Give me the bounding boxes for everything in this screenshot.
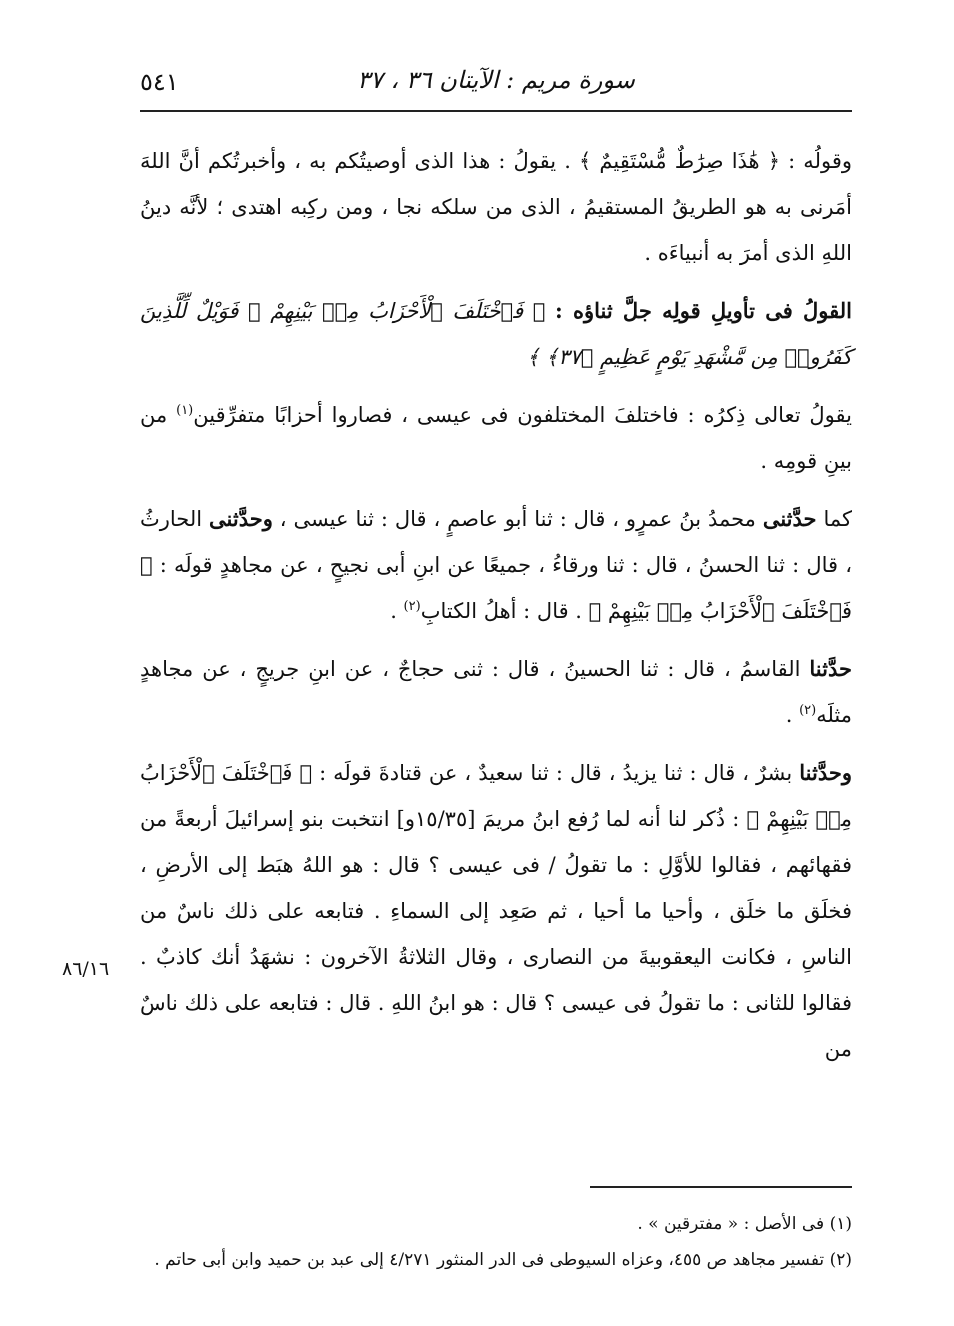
main-text [140, 138, 852, 1084]
header-divider [140, 110, 852, 112]
paragraph-4-lead: كما [823, 507, 852, 531]
paragraph-6 [140, 750, 852, 1072]
paragraph-2 [140, 288, 852, 380]
paragraph-6-text: بشرٌ ، قال : ثنا يزيدُ ، قال : ثنا سعيدٌ ، عن قتادةَ قولَه : ﴿ فَٱخْتَلَفَ ٱلْأَحْزَابُ مِنۢ بَيْنِهِمْ ﴾ : ذُكر لنا أنه لما رُفع ابنُ مريمَ [١٥/٣٥و] انتخبت بنو إسرائيلَ أربعةً من فقهائهم ، فقالوا للأوَّلِ : ما تقولُ / فى عيسى ؟ قال : هو اللهُ هبَط إلى الأرضِ ، فخلَق ما خلَق ، وأحيا ما أحيا ، ثم صَعِد إلى السماءِ . فتابعه على ذلك ناسٌ من الناسِ ، فكانت اليعقوبيةَ من النصارى ، وقال الثلاثةُ الآخرون : نشهَدُ أنك كاذبٌ . فقالوا للثانى : ما تقولُ فى عيسى ؟ قال : هو ابنُ اللهِ . قال : فتابعه على ذلك ناسٌ من [140, 761, 852, 1061]
paragraph-3-end: من بينِ قومِه . [140, 403, 852, 473]
margin-reference: ٨٦/١٦ [62, 958, 110, 980]
section-heading: القولُ فى تأويلِ قولِه جلَّ ثناؤه : [554, 298, 852, 323]
page-header [140, 62, 852, 108]
footnote-ref-2a: (٢) [403, 599, 421, 614]
footnotes [140, 1206, 852, 1278]
page-number: ٥٤١ [140, 68, 179, 96]
paragraph-1: وقولُه : ﴿ هَٰذَا صِرَٰطٌ مُّسْتَقِيمٌ ﴾ . يقولُ : هذا الذى أوصيتُكم به ، وأخبرتُكم أنَّ اللهَ أمَرنى به هو الطريقُ المستقيمُ ، الذى من سلكه نجا ، ومن ركِبه اهتدى ؛ لأنَّه دينُ اللهِ الذى أمرَ به أنبياءَه . [140, 149, 852, 265]
narration-keyword-3: حدَّثنا [809, 656, 852, 681]
paragraph-4-end: . [390, 599, 404, 623]
narration-keyword-4: وحدَّثنا [799, 760, 852, 785]
paragraph-4-part-b: الحارثُ ، قال : ثنا الحسنُ ، قال : ثنا ورقاءُ ، جميعًا عن ابنِ أبى نجيحٍ ، عن مجاهدٍ قولَه : ﴿ فَٱخْتَلَفَ ٱلْأَحْزَابُ مِنۢ بَيْنِهِمْ ﴾ . قال : أهلُ الكتابِ [140, 507, 852, 623]
paragraph-4-part-a: محمدُ بنُ عمرٍو ، قال : ثنا أبو عاصمٍ ، قال : ثنا عيسى ، [279, 507, 756, 531]
footnote-ref-1: (١) [176, 403, 194, 418]
footnote-1: (١) فى الأصل : « مفترقين » . [637, 1214, 852, 1234]
paragraph-3-text: يقولُ تعالى ذِكرُه : فاختلفَ المختلفون فى عيسى ، فصاروا أحزابًا متفرِّقين [193, 403, 852, 427]
footnote-2: (٢) تفسير مجاهد ص ٤٥٥، وعزاه السيوطى فى الدر المنثور ٤/٢٧١ إلى عبد بن حميد وابن أبى حاتم . [154, 1250, 852, 1270]
paragraph-4 [140, 496, 852, 634]
paragraph-5-end: . [785, 703, 800, 727]
narration-keyword-1: حدَّثنى [762, 506, 817, 531]
paragraph-5 [140, 646, 852, 738]
footnote-ref-2b: (٢) [799, 703, 817, 718]
paragraph-3 [140, 392, 852, 484]
paragraph-5-text: القاسمُ ، قال : ثنا الحسينُ ، قال : ثنى حجاجٌ ، عن ابنِ جريجٍ ، عن مجاهدٍ مثلَه [140, 657, 852, 727]
running-title: سورة مريم : الآيتان ٣٦ ، ٣٧ [357, 66, 635, 94]
footnote-divider [590, 1186, 852, 1188]
narration-keyword-2: وحدَّثنى [209, 506, 273, 531]
quran-verse: ﴿ فَٱخْتَلَفَ ٱلْأَحْزَابُ مِنۢ بَيْنِهِمْ ۖ فَوَيْلٌ لِّلَّذِينَ كَفَرُوا۟ مِن مَّشْهَدِ يَوْمٍ عَظِيمٍ ﴿٣٧﴾ ﴾ [140, 299, 852, 369]
